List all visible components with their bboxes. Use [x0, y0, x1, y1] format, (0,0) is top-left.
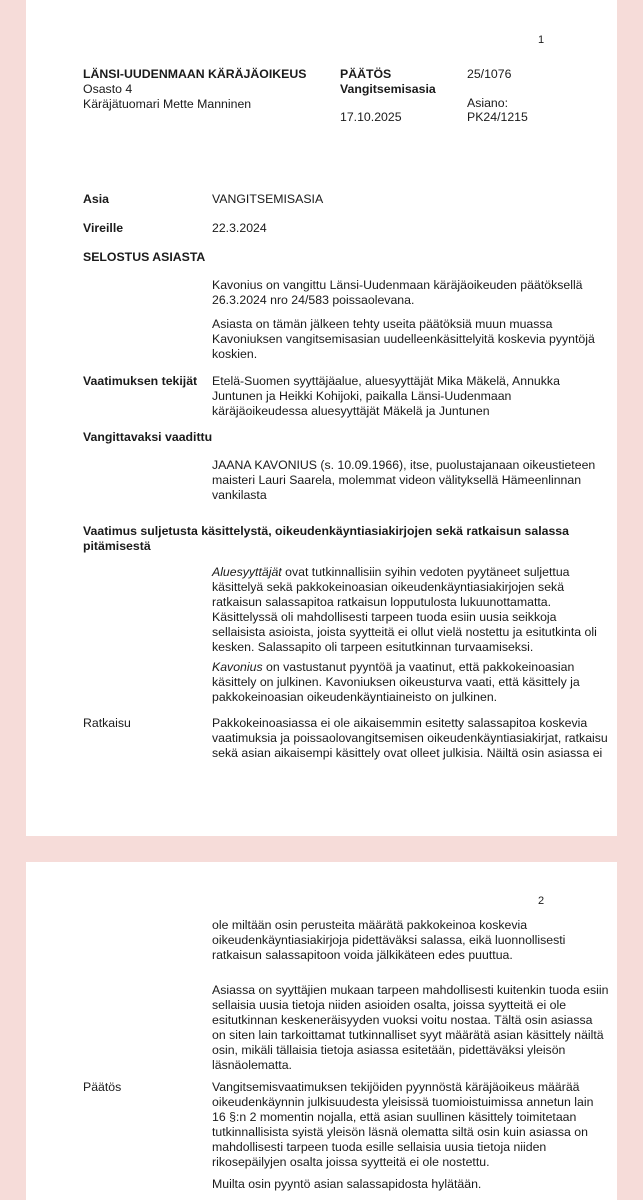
- paatos-label: Päätös: [83, 1080, 122, 1094]
- ratkaisu-label: Ratkaisu: [83, 716, 131, 730]
- vireille-value: 22.3.2024: [212, 221, 267, 235]
- asia-label: Asia: [83, 192, 109, 206]
- selostus-heading: SELOSTUS ASIASTA: [83, 250, 206, 264]
- page2-paragraph-2: Asiassa on syyttäjien mukaan tarpeen mahdollisesti kuitenkin tuoda esiin sellaisia uusia tietoja niiden asioiden osalta, joissa syytteitä ei ole esitutkinnan keskeneräisyyden vuoksi voitu nostaa. Tältä osin asiassa on siten lain tarkoittamat tutkinnalliset syyt määrätä asian käsittely näiltä osin, mikäli tällaisia tietoja asiassa esitetään, pidettäväksi yleisön läsnäolematta.: [212, 983, 609, 1072]
- vaatimus-heading: Vaatimus suljetusta käsittelystä, oikeudenkäyntiasiakirjojen sekä ratkaisun salassa pitämisestä: [83, 524, 569, 553]
- case-number: PK24/1215: [467, 110, 528, 124]
- asia-value: VANGITSEMISASIA: [212, 192, 324, 206]
- vangittavaksi-text: JAANA KAVONIUS (s. 10.09.1966), itse, puolustajanaan oikeustieteen maisteri Lauri Saarela, molemmat videon välityksellä Hämeenlinnan vankilasta: [212, 458, 596, 502]
- kavonius-paragraph: Kavonius on vastustanut pyyntöä ja vaatinut, että pakkokeinoasian käsittely on julkinen. Kavoniuksen oikeusturva vaati, että käsittely ja pakkokeinoasian oikeudenkäyntiaineisto on julkinen.: [212, 660, 580, 704]
- document-number: 25/1076: [467, 67, 512, 81]
- syyttajat-paragraph: Aluesyyttäjät ovat tutkinnallisiin syihin vedoten pyytäneet suljettua käsittelyä sekä pakkokeinoasian oikeudenkäyntiasiakirjojen sekä ratkaisun salassapitoa ratkaisun lopputulosta lukuunottamatta. Käsittelyssä oli mahdollisesti tarpeen tuoda esiin uusia seikkoja sellaisista asioista, joista syytteitä ei ollut vielä nostettu ja esitutkinta oli kesken. Salassapito oli tarpeen esitutkinnan turvaamiseksi.: [212, 565, 597, 654]
- selostus-paragraph-2: Asiasta on tämän jälkeen tehty useita päätöksiä muun muassa Kavoniuksen vangitsemisasian uudelleenkäsittelyitä koskevia pyyntöjä koskien.: [212, 317, 595, 361]
- document-page-2: [26, 862, 617, 1200]
- document-type: PÄÄTÖS: [340, 67, 392, 81]
- selostus-paragraph-1: Kavonius on vangittu Länsi-Uudenmaan käräjäoikeuden päätöksellä 26.3.2024 nro 24/583 poissaolevana.: [212, 278, 583, 307]
- page-number: 1: [538, 34, 545, 46]
- page-number: 2: [538, 895, 545, 907]
- vangittavaksi-label: Vangittavaksi vaadittu: [83, 430, 213, 444]
- ratkaisu-text: Pakkokeinoasiassa ei ole aikaisemmin esitetty salassapitoa koskevia vaatimuksia ja poissaolovangitsemisen oikeudenkäyntiasiakirjat, ratkaisu sekä asian aikaisempi käsittely ovat olleet julkisia. Näiltä osin asiassa ei: [212, 716, 608, 760]
- document-subject: Vangitsemisasia: [340, 82, 436, 96]
- department: Osasto 4: [83, 82, 133, 96]
- page2-last-line: Muilta osin pyyntö asian salassapidosta hylätään.: [212, 1177, 482, 1191]
- judge: Käräjätuomari Mette Manninen: [83, 97, 252, 111]
- case-label: Asiano:: [467, 96, 509, 110]
- vireille-label: Vireille: [83, 221, 124, 235]
- page2-paragraph-1: ole miltään osin perusteita määrätä pakkokeinoa koskevia oikeudenkäyntiasiakirjoja pidettäväksi salassa, eikä luonnollisesti ratkaisun salassapitoon voida jälkikäteen edes puuttua.: [212, 918, 566, 962]
- vaatimuksen-tekijat-text: Etelä-Suomen syyttäjäalue, aluesyyttäjät Mika Mäkelä, Annukka Juntunen ja Heikki Kohijoki, paikalla Länsi-Uudenmaan käräjäoikeudessa aluesyyttäjät Mäkelä ja Juntunen: [212, 374, 560, 418]
- document-page-1: [26, 0, 617, 836]
- paatos-text: Vangitsemisvaatimuksen tekijöiden pyynnöstä käräjäoikeus määrää oikeudenkäynnin julkisuudesta yleisissä tuomioistuimissa annetun lain 16 §:n 2 momentin nojalla, että asian suullinen käsittely toimitetaan tutkinnallisista syistä yleisön läsnä olematta siltä osin kuin asiassa on mahdollisesti tarpeen tuoda esille sellaisia uusia tietoja niiden rikosepäilyjen osalta joissa syytteitä ei ole nostettu.: [212, 1080, 594, 1169]
- vaatimuksen-tekijat-label: Vaatimuksen tekijät: [83, 374, 198, 388]
- court-name: LÄNSI-UUDENMAAN KÄRÄJÄOIKEUS: [83, 67, 307, 81]
- document-date: 17.10.2025: [340, 110, 402, 124]
